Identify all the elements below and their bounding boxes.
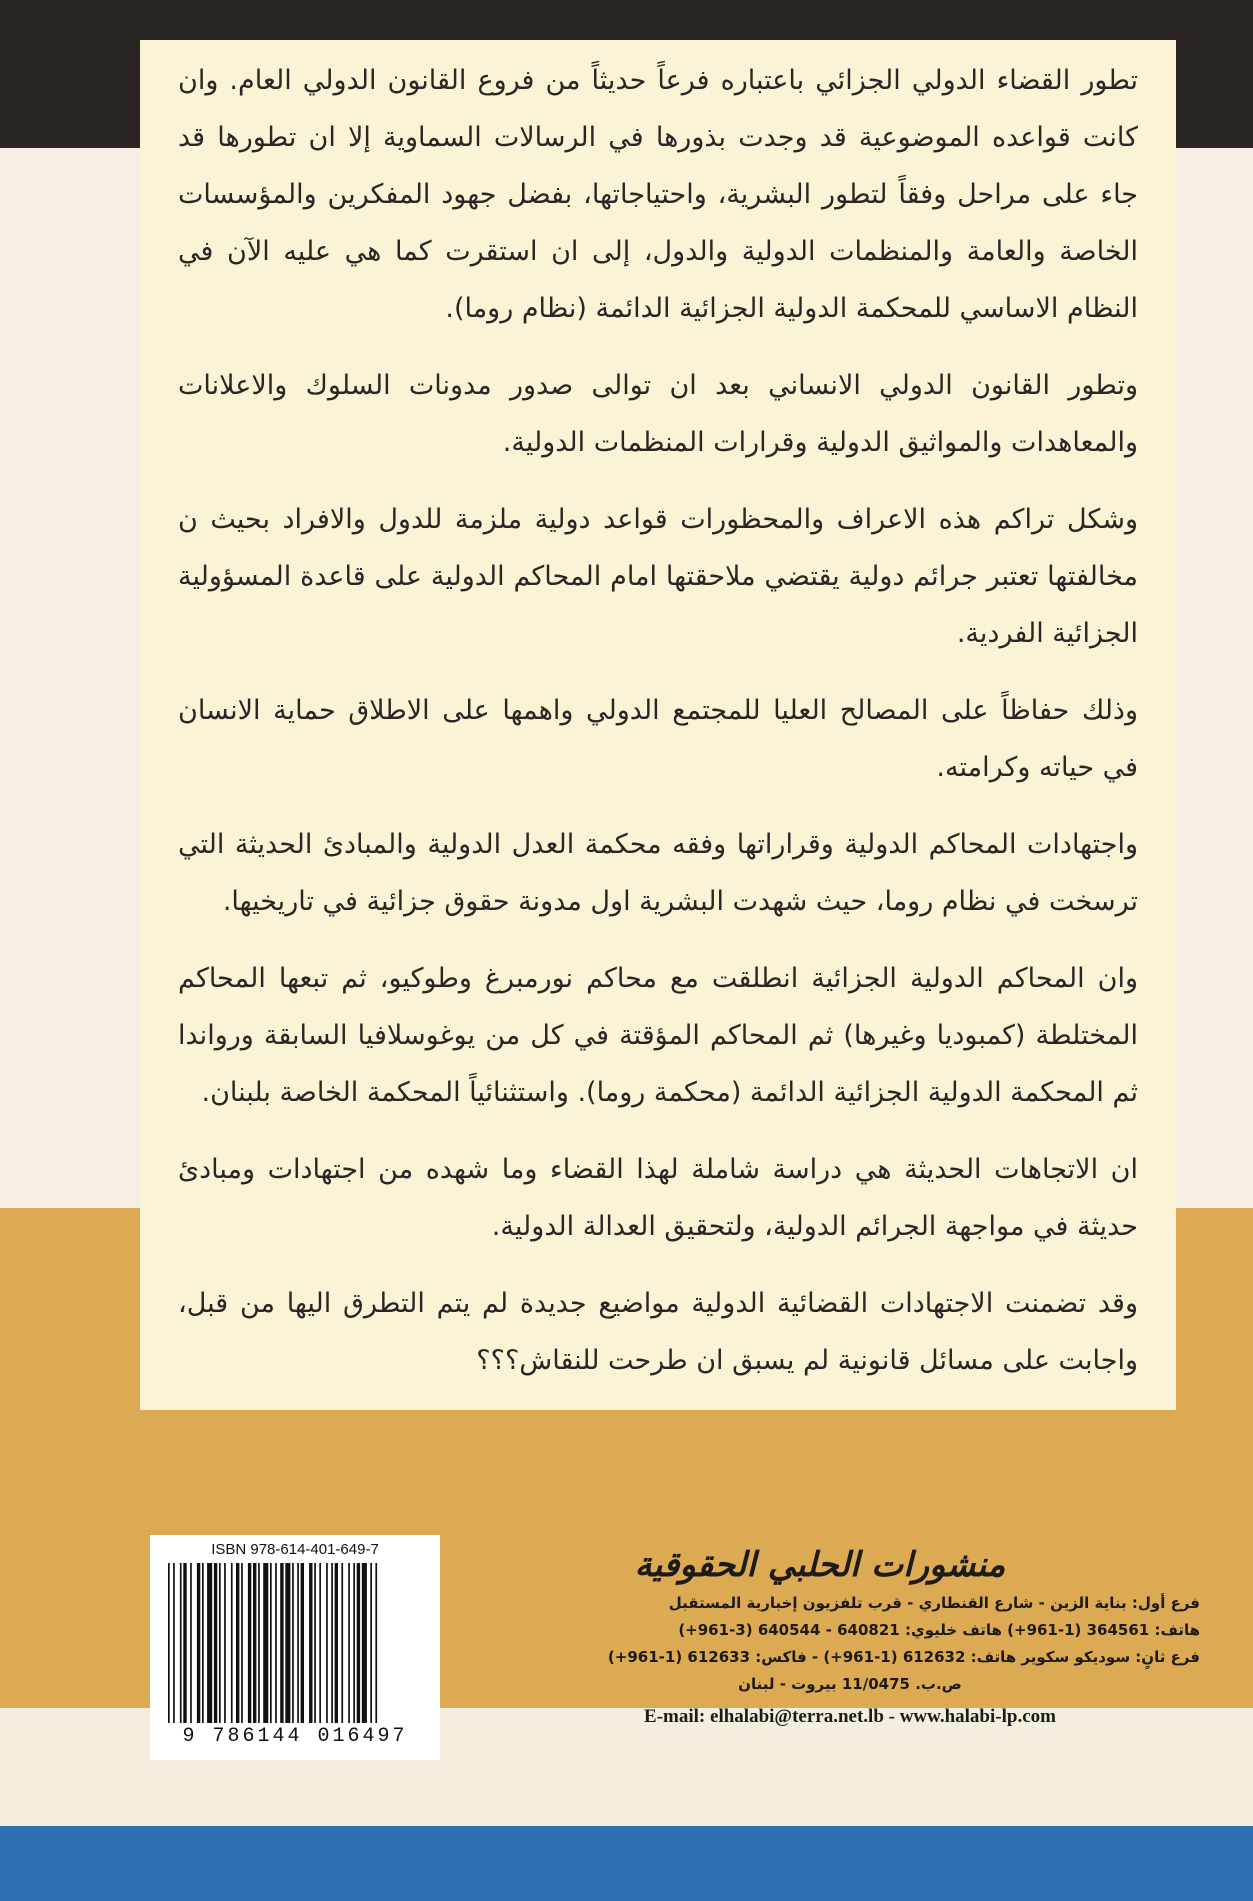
barcode-bar (214, 1563, 217, 1723)
publisher-contact: E-mail: elhalabi@terra.net.lb - www.halabi-lp.com (644, 1706, 1056, 1727)
barcode-bar (292, 1563, 294, 1723)
barcode-bar (341, 1563, 343, 1723)
blurb-paragraph-5: واجتهادات المحاكم الدولية وقراراتها وفقه محكمة العدل الدولية والمبادئ الحديثة التي ترسخت في نظام روما، حيث شهدت البشرية اول مدونة حقوق جزائية في تاريخيها. (178, 829, 1138, 917)
barcode-bar (331, 1563, 333, 1723)
blurb-text-panel (140, 40, 1176, 1410)
barcode-bar (275, 1563, 277, 1723)
bottom-blue-band (0, 1826, 1253, 1901)
blurb-paragraph-6: وان المحاكم الدولية الجزائية انطلقت مع محاكم نورمبرغ وطوكيو، ثم تبعها المحاكم المختلطة (كمبوديا وغيرها) ثم المحاكم المؤقتة في كل من يوغوسلافيا السابقة ورواندا ثم المحكمة الدولية الجزائية الدائمة (محكمة روما). واستثنائياً المحكمة الخاصة بلبنان. (178, 963, 1138, 1108)
barcode-bar (370, 1563, 372, 1723)
barcode-bar (357, 1563, 360, 1723)
blurb-paragraph-4: وذلك حفاظاً على المصالح العليا للمجتمع الدولي واهمها على الاطلاق حماية الانسان في حياته وكرامته. (178, 695, 1138, 783)
barcode-bar (348, 1563, 350, 1723)
barcode-bar (173, 1563, 175, 1723)
barcode-bar (202, 1563, 204, 1723)
barcode-bar (236, 1563, 239, 1723)
publisher-branch-2: فرع ثانٍ: سوديكو سكوير هاتف: 612632 (1-961+) - فاكس: 612633 (1-961+) (607, 1648, 1200, 1666)
barcode-bar (231, 1563, 233, 1723)
barcode-bar (301, 1563, 304, 1723)
barcode-bar (280, 1563, 283, 1723)
barcode-bar (197, 1563, 200, 1723)
isbn-label: ISBN 978-614-401-649-7 (211, 1541, 379, 1558)
barcode-bar (168, 1563, 170, 1723)
barcode-bar (375, 1563, 377, 1723)
publisher-logo: منشورات الحلبي الحقوقية (634, 1545, 1006, 1585)
barcode-bar (314, 1563, 316, 1723)
barcode-bar (219, 1563, 221, 1723)
barcode-bar (258, 1563, 260, 1723)
barcode-bar (335, 1563, 338, 1723)
blurb-paragraph-1: تطور القضاء الدولي الجزائي باعتباره فرعاً حديثاً من فروع القانون الدولي العام. وان كانت قواعده الموضوعية قد وجدت بذورها في الرسالات السماوية إلا ان تطورها قد جاء على مراحل وفقاً لتطور البشرية، واحتياجاتها، بفضل جهود المفكرين والمؤسسات الخاصة والعامة والمنظمات الدولية والدول، إلى ان استقرت كما هي عليه الآن في النظام الاساسي للمحكمة الدولية الجزائية الدائمة (نظام روما). (178, 65, 1138, 324)
barcode-bar (207, 1563, 212, 1723)
barcode-bar (241, 1563, 243, 1723)
barcode-bar (253, 1563, 256, 1723)
blurb-paragraph-2: وتطور القانون الدولي الانساني بعد ان توالى صدور مدونات السلوك والاعلانات والمعاهدات والمواثيق الدولية وقرارات المنظمات الدولية. (178, 370, 1138, 458)
publisher-phone-1: هاتف: 364561 (1-961+) هاتف خليوي: 640821 - 640544 (3-961+) (678, 1621, 1200, 1639)
barcode-bar (285, 1563, 290, 1723)
barcode-bar (224, 1563, 226, 1723)
blurb-paragraph-8: وقد تضمنت الاجتهادات القضائية الدولية مواضيع جديدة لم يتم التطرق اليها من قبل، واجابت على مسائل قانونية لم يسبق ان طرحت للنقاش؟؟؟ (178, 1288, 1138, 1376)
publisher-branch-1: فرع أول: بناية الزين - شارع القنطاري - قرب تلفزيون إخبارية المستقبل (668, 1594, 1200, 1612)
isbn-barcode-box (150, 1535, 440, 1760)
barcode-bar (190, 1563, 192, 1723)
publisher-block (500, 1540, 1200, 1734)
barcode-bar (319, 1563, 321, 1723)
barcode-bar (326, 1563, 328, 1723)
barcode-bar (180, 1563, 182, 1723)
barcode-bar (362, 1563, 367, 1723)
publisher-pobox: ص.ب. 11/0475 بيروت - لبنان (738, 1675, 962, 1693)
barcode-bar (297, 1563, 299, 1723)
barcode-bar (263, 1563, 268, 1723)
barcode-bar (309, 1563, 312, 1723)
blurb-paragraph-3: وشكل تراكم هذه الاعراف والمحظورات قواعد دولية ملزمة للدول والافراد بحيث ن مخالفتها تعتبر جرائم دولية يقتضي ملاحقتها امام المحاكم الدولية على قاعدة المسؤولية الجزائية الفردية. (178, 504, 1138, 649)
barcode-graphic (164, 1563, 426, 1723)
barcode-bar (248, 1563, 251, 1723)
barcode-bar (353, 1563, 355, 1723)
isbn-digits: 9 786144 016497 (182, 1725, 408, 1748)
barcode-bar (183, 1563, 186, 1723)
blurb-paragraph-7: ان الاتجاهات الحديثة هي دراسة شاملة لهذا القضاء وما شهده من اجتهادات ومبادئ حديثة في مواجهة الجرائم الدولية، ولتحقيق العدالة الدولية. (178, 1154, 1138, 1242)
barcode-bar (270, 1563, 272, 1723)
